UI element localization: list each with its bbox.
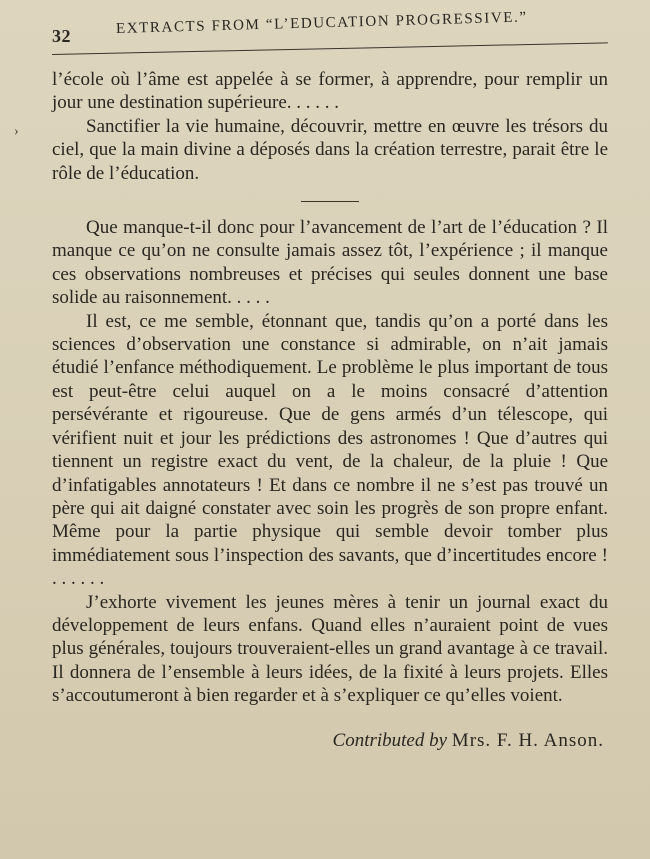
section-divider: [301, 201, 359, 202]
paragraph: Il est, ce me semble, étonnant que, tandis qu’on a porté dans les sciences d’observation une constance si admirable, on n’ait jamais étudié l’enfance méthodiquement. Le problème le plus important de tous est peut-être celui auquel on a le moins consacré d’attention persévérante et rigoureuse. Que de gens armés d’un télescope, qui vérifient nuit et jour les prédictions des astronomes ! Que d’autres qui tiennent un registre exact du vent, de la chaleur, de la pluie ! Que d’infatigables annotateurs ! Et dans ce nombre il ne s’est pas trouvé un père qui ait daigné constater avec soin les progrès de son propre enfant. Même pour la partie physique qui semble devoir tomber plus immédiatement sous l’inspection des savants, que d’incertitudes encore ! . . . . . .: [52, 310, 608, 590]
paragraph: J’exhorte vivement les jeunes mères à tenir un journal exact du développement de leurs enfans. Quand elles n’auraient point de vues plus générales, toujours trouveraient-elles un grand avantage à ce travail. Il donnera de l’ensemble à leurs idées, de la fixité à leurs projets. Elles s’accoutumeront à bien regarder et à s’expliquer ce qu’elles voient.: [52, 591, 608, 707]
paragraph: Sanctifier la vie humaine, découvrir, mettre en œuvre les trésors du ciel, que la main divine a déposés dans la création terrestre, parait être le rôle de l’éducation.: [52, 115, 608, 184]
body-text: [52, 68, 608, 708]
signature-name: Mrs. F. H. Anson.: [451, 729, 604, 751]
signature: [52, 730, 608, 752]
page-number: 32: [52, 26, 71, 46]
running-head: EXTRACTS FROM “L’EDUCATION PROGRESSIVE.”: [115, 9, 528, 37]
header-rule: [52, 42, 608, 55]
paragraph-continuation: l’école où l’âme est appelée à se former, à apprendre, pour remplir un jour une destination supérieure. . . . . .: [52, 69, 608, 114]
page-header: [52, 0, 608, 58]
signature-prefix: Contributed by: [332, 729, 448, 751]
paragraph: Que manque-t-il donc pour l’avancement de l’art de l’éducation ? Il manque ce qu’on ne consulte jamais assez tôt, l’expérience ; il manque ces observations nombreuses et précises qui seules donnent une base solide au raisonnement. . . . .: [52, 217, 608, 309]
margin-mark: ›: [14, 124, 19, 139]
